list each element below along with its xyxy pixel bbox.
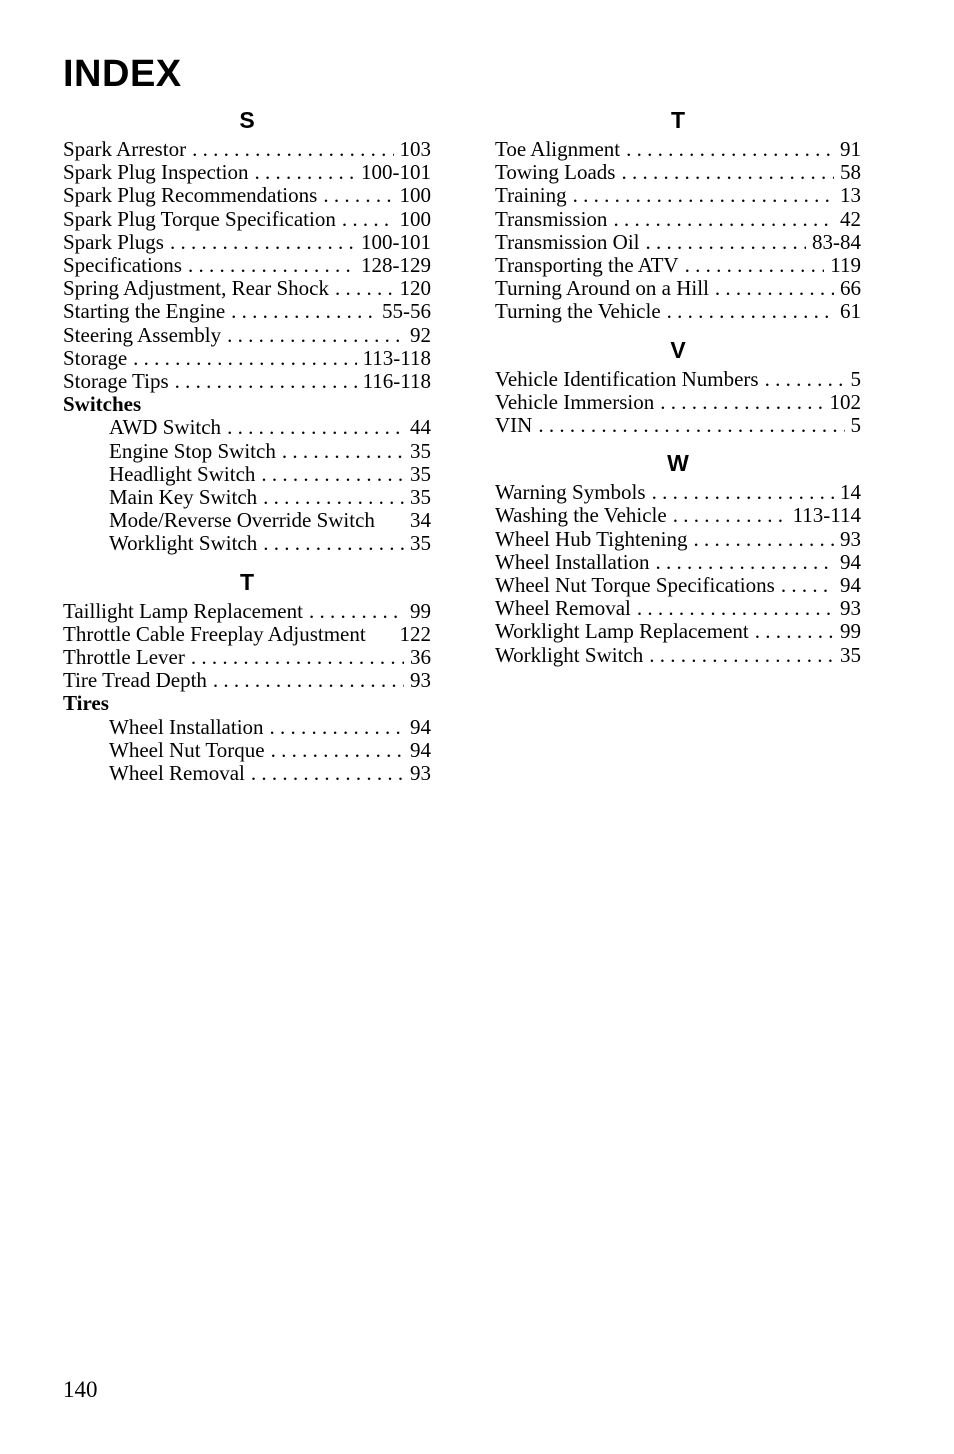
index-entry-turning-around-on-a-hill [495,277,861,300]
entry-term: Starting the Engine [63,299,226,324]
entry-term: Spark Plug Recommendations [63,183,318,208]
entry-page: 100 [399,206,431,231]
entry-page: 93 [410,668,431,693]
entry-term: Wheel Nut Torque Specifications [495,573,775,598]
entry-term: Engine Stop Switch [109,438,276,463]
entry-term: Vehicle Immersion [495,389,655,414]
dot-leader [335,277,394,300]
entry-term: Spark Plugs [63,229,164,254]
section-letter: V [670,336,686,363]
entry-page: 122 [399,621,431,646]
index-entry-worklight-lamp-replacement [495,620,861,643]
index-entry-vehicle-identification-numbers [495,368,861,391]
entry-term: Spring Adjustment, Rear Shock [63,276,329,301]
entry-term: Toe Alignment [495,137,621,161]
index-entry-storage [63,347,431,370]
dot-leader [660,391,823,414]
entry-page: 92 [410,322,431,347]
entry-term: Mode/Reverse Override Switch [109,508,375,533]
entry-page: 94 [410,737,431,762]
entry-term: Training [495,183,567,208]
dot-leader [263,532,404,555]
index-entry-transmission [495,208,861,231]
entry-term: Wheel Installation [109,714,264,739]
entry-page: 102 [829,389,861,414]
index-entry-throttle-lever [63,646,431,669]
dot-leader [667,300,834,323]
index-entry-spark-plug-torque-specification [63,208,431,231]
index-entry-awd-switch [63,416,431,439]
dot-leader [673,504,787,527]
index-entry-wheel-removal [63,762,431,785]
index-entry-steering-assembly [63,324,431,347]
section-letter: T [670,107,686,133]
index-column-right [495,106,861,679]
entry-term: Tire Tread Depth [63,668,207,693]
entry-term: Specifications [63,253,182,278]
entry-term: Wheel Removal [495,596,631,621]
dot-leader [231,300,376,323]
index-entry-vehicle-immersion [495,391,861,414]
index-entry-toe-alignment [495,138,861,161]
entry-page: 35 [410,461,431,486]
entry-page: 120 [399,276,431,301]
entry-term: Wheel Nut Torque [109,737,265,762]
entry-term: Wheel Hub Tightening [495,526,688,551]
entry-page: 94 [840,573,861,598]
index-section-v [495,336,861,438]
entry-term: Warning Symbols [495,480,646,505]
index-entry-wheel-installation [63,716,431,739]
entry-term: Spark Plug Torque Specification [63,206,336,231]
entry-page: 103 [399,137,431,161]
index-section-s [63,106,431,556]
entry-page: 94 [410,714,431,739]
dot-leader [254,161,355,184]
index-entry-main-key-switch [63,486,431,509]
dot-leader [170,231,355,254]
index-entry-transmission-oil [495,231,861,254]
entry-term: Transporting the ATV [495,253,679,278]
entry-page: 5 [850,366,861,391]
entry-page: 99 [840,619,861,644]
entry-page: 94 [840,549,861,574]
index-entry-wheel-hub-tightening [495,528,861,551]
dot-leader [685,254,825,277]
entry-term: Storage [63,345,128,370]
entry-term: Vehicle Identification Numbers [495,366,759,391]
index-entry-specifications [63,254,431,277]
index-section-w [495,449,861,667]
entry-term: Main Key Switch [109,485,258,510]
entry-page: 58 [840,160,861,185]
entry-page: 5 [850,413,861,438]
entry-term: Turning Around on a Hill [495,276,709,301]
index-entry-transporting-the-atv [495,254,861,277]
index-entry-taillight-lamp-replacement [63,600,431,623]
entry-page: 100-101 [361,160,431,185]
index-entry-towing-loads [495,161,861,184]
entry-term: Wheel Installation [495,549,650,574]
entry-term: Headlight Switch [109,461,256,486]
entry-page: 35 [840,642,861,667]
index-entry-tire-tread-depth [63,669,431,692]
entry-term: Washing the Vehicle [495,503,667,528]
entry-page: 113-118 [362,345,431,370]
entry-page: 35 [410,438,431,463]
index-entry-starting-the-engine [63,300,431,323]
dot-leader [175,370,357,393]
dot-leader [649,644,834,667]
entry-term: Steering Assembly [63,322,222,347]
entry-term: Worklight Lamp Replacement [495,619,749,644]
section-letter: W [667,450,689,477]
entry-page: 13 [840,183,861,208]
index-group-heading: Tires [63,691,109,716]
dot-leader [251,762,404,785]
entry-term: Wheel Removal [109,761,245,786]
entry-page: 35 [410,485,431,510]
dot-leader [323,184,393,207]
index-entry-spark-plug-recommendations [63,184,431,207]
dot-leader [621,161,834,184]
entry-page: 99 [410,598,431,623]
index-entry-warning-symbols [495,481,861,504]
dot-leader [133,347,356,370]
entry-page: 35 [410,531,431,556]
dot-leader [694,528,835,551]
entry-page: 42 [840,206,861,231]
entry-page: 34 [410,508,431,533]
entry-term: Worklight Switch [495,642,644,667]
dot-leader [538,414,844,437]
index-entry-wheel-installation [495,551,861,574]
index-entry-vin [495,414,861,437]
entry-page: 100 [399,183,431,208]
entry-page: 119 [830,253,861,278]
dot-leader [271,739,404,762]
dot-leader [270,716,404,739]
entry-term: Taillight Lamp Replacement [63,598,303,623]
dot-leader [213,669,404,692]
entry-term: Spark Arrestor [63,137,187,161]
index-entry-turning-the-vehicle [495,300,861,323]
dot-leader [715,277,834,300]
entry-term: Transmission Oil [495,229,640,254]
index-entry-worklight-switch [63,532,431,555]
dot-leader [652,481,834,504]
index-entry-headlight-switch [63,463,431,486]
entry-term: VIN [495,413,533,438]
dot-leader [309,600,404,623]
page-number: 140 [63,1377,98,1402]
entry-page: 93 [840,596,861,621]
index-group-heading: Switches [63,392,142,417]
index-entry-engine-stop-switch [63,440,431,463]
index-section-t [63,568,431,786]
index-entry-wheel-nut-torque [63,739,431,762]
entry-page: 116-118 [362,369,431,394]
entry-page: 14 [840,480,861,505]
entry-term: Turning the Vehicle [495,299,661,324]
entry-page: 128-129 [361,253,431,278]
index-entry-throttle-cable-freeplay-adjustment [63,623,431,646]
dot-leader [573,184,834,207]
entry-page: 61 [840,299,861,324]
index-entry-washing-the-vehicle [495,504,861,527]
index-entry-spring-adjustment-rear-shock [63,277,431,300]
entry-page: 91 [840,137,861,161]
entry-term: Towing Loads [495,160,616,185]
entry-page: 100-101 [361,229,431,254]
entry-term: Throttle Cable Freeplay Adjustment [63,621,366,646]
entry-page: 113-114 [792,503,861,528]
index-section-t [495,106,861,324]
index-entry-wheel-nut-torque-specifications [495,574,861,597]
dot-leader [626,138,834,161]
dot-leader [191,646,404,669]
index-entry-training [495,184,861,207]
section-letter: S [239,107,255,133]
entry-page: 44 [410,415,431,440]
index-entry-wheel-removal [495,597,861,620]
index-entry-storage-tips [63,370,431,393]
dot-leader [282,440,404,463]
dot-leader [656,551,834,574]
entry-page: 93 [410,761,431,786]
entry-term: Transmission [495,206,608,231]
entry-page: 55-56 [382,299,431,324]
dot-leader [192,138,393,161]
entry-page: 93 [840,526,861,551]
entry-term: Storage Tips [63,369,169,394]
entry-term: Throttle Lever [63,645,185,670]
dot-leader [263,486,404,509]
dot-leader [637,597,834,620]
dot-leader [781,574,834,597]
entry-page: 36 [410,645,431,670]
section-letter: T [239,568,255,595]
dot-leader [261,463,404,486]
dot-leader [755,620,834,643]
dot-leader [613,208,834,231]
index-entry-mode-reverse-override-switch [63,509,431,532]
index-column-left [63,106,431,797]
index-entry-spark-plug-inspection [63,161,431,184]
entry-page: 83-84 [812,229,861,254]
index-entry-spark-arrestor [63,138,431,161]
dot-leader [227,324,404,347]
entry-term: Worklight Switch [109,531,258,556]
dot-leader [188,254,355,277]
index-entry-spark-plugs [63,231,431,254]
dot-leader [227,416,404,439]
entry-term: Spark Plug Inspection [63,160,249,185]
dot-leader [765,368,845,391]
index-entry-worklight-switch [495,644,861,667]
dot-leader [646,231,806,254]
dot-leader [342,208,394,231]
entry-term: AWD Switch [109,415,222,440]
page-title: INDEX [63,53,182,95]
entry-page: 66 [840,276,861,301]
